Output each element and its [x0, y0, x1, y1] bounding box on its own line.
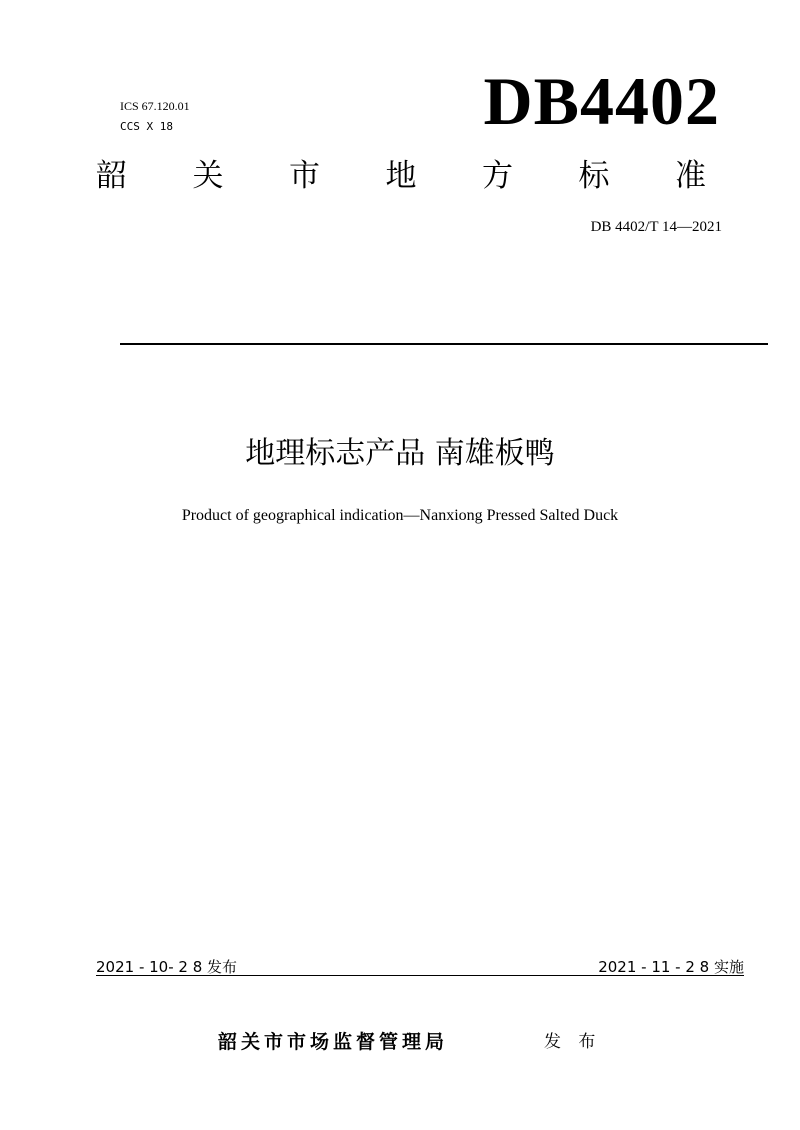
issuing-authority: 韶关市市场监督管理局 — [218, 1031, 449, 1053]
document-title-english: Product of geographical indication—Nanxiong Pressed Salted Duck — [181, 507, 619, 524]
implementation-date: 2021 - 11 - 2 8 实施 — [598, 958, 744, 976]
standard-type-char: 地 — [385, 158, 417, 194]
issue-date: 2021 - 10- 2 8 发布 — [96, 958, 238, 976]
issue-label: 发 布 — [544, 1032, 602, 1052]
standard-type-char: 韶 — [96, 158, 127, 194]
standard-type-heading — [96, 156, 706, 196]
standard-type-char: 市 — [289, 158, 320, 194]
standard-number: DB 4402/T 14—2021 — [590, 219, 722, 235]
ics-code: ICS 67.120.01 — [120, 99, 190, 113]
standard-type-char: 准 — [675, 158, 706, 194]
ccs-code: CCS X 18 — [120, 120, 173, 133]
header-divider — [120, 343, 768, 345]
standard-code-logo: DB4402 — [483, 63, 720, 139]
standard-type-char: 标 — [578, 158, 610, 194]
standard-type-char: 方 — [482, 158, 513, 194]
standard-type-char: 关 — [192, 158, 224, 194]
document-title-chinese: 地理标志产品 南雄板鸭 — [245, 436, 555, 471]
footer-divider — [96, 975, 744, 976]
